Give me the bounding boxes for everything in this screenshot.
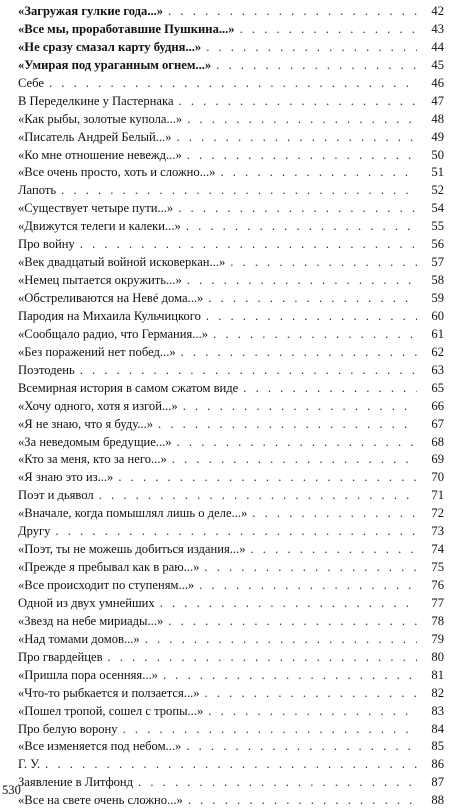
toc-entry-title: «Как рыбы, золотые купола...» — [18, 111, 183, 126]
toc-entry-page: 47 — [431, 93, 444, 108]
dot-leader — [252, 505, 417, 523]
toc-entry — [18, 523, 448, 541]
dot-leader — [251, 541, 418, 559]
toc-entry-title: «Я не знаю, что я буду...» — [18, 416, 154, 431]
toc-entry — [18, 147, 448, 165]
toc-entry-page: 57 — [431, 255, 444, 270]
toc-entry-page: 68 — [431, 434, 444, 449]
toc-entry-title: «Над томами домов...» — [18, 631, 140, 646]
toc-entry-title: «Существует четыре пути...» — [18, 201, 174, 216]
toc-entry-page: 78 — [431, 613, 444, 628]
toc-entry-page: 50 — [431, 147, 444, 162]
toc-entry — [18, 487, 448, 505]
dot-leader — [80, 362, 417, 380]
toc-entry — [18, 649, 448, 667]
toc-entry-page: 42 — [431, 4, 444, 18]
toc-entry — [18, 398, 448, 416]
toc-entry — [18, 685, 448, 703]
toc-entry-page: 59 — [431, 291, 444, 305]
dot-leader — [181, 344, 417, 362]
toc-entry-title: Поэт и дьявол — [18, 488, 94, 503]
toc-entry — [18, 57, 448, 75]
toc-entry-title: Себе — [18, 75, 44, 90]
toc-entry-title: «Я знаю это из...» — [18, 470, 114, 485]
toc-entry-title: «Хочу одного, хотя я изгой...» — [18, 398, 178, 413]
dot-leader — [178, 200, 417, 218]
toc-entry-page: 65 — [431, 380, 444, 395]
toc-entry-page: 69 — [431, 452, 444, 467]
toc-entry-page: 81 — [431, 667, 444, 682]
dot-leader — [145, 631, 417, 649]
table-of-contents — [18, 3, 448, 810]
toc-entry-title: «Кто за меня, кто за него...» — [18, 452, 167, 467]
toc-entry-page: 70 — [431, 470, 444, 485]
toc-entry-title: Одной из двух умнейших — [18, 595, 155, 610]
toc-entry-page: 52 — [431, 183, 444, 198]
toc-entry-title: Г. У. — [18, 757, 41, 772]
toc-entry-title: «Вначале, когда помышлял лишь о деле...» — [18, 506, 248, 521]
toc-entry-page: 76 — [431, 578, 444, 592]
toc-entry-page: 63 — [431, 362, 444, 377]
toc-entry-page: 74 — [431, 542, 444, 557]
toc-entry-page: 72 — [431, 506, 444, 521]
dot-leader — [49, 75, 417, 93]
toc-entry-page: 71 — [431, 488, 444, 503]
toc-entry — [18, 272, 448, 290]
toc-entry-title: «Обстреливаются на Невé дома...» — [18, 291, 204, 305]
toc-entry — [18, 93, 448, 111]
toc-entry-title: «Не сразу смазал карту будня...» — [18, 39, 202, 54]
dot-leader — [168, 3, 417, 21]
toc-entry-title: Всемирная история в самом сжатом виде — [18, 380, 239, 395]
page-number: 530 — [2, 783, 21, 797]
dot-leader — [230, 254, 417, 272]
toc-entry — [18, 344, 448, 362]
toc-entry-page: 61 — [431, 326, 444, 341]
dot-leader — [240, 21, 417, 39]
dot-leader — [187, 111, 417, 129]
toc-entry-page: 85 — [431, 739, 444, 754]
dot-leader — [179, 93, 417, 111]
toc-entry-page: 80 — [431, 649, 444, 664]
dot-leader — [204, 559, 417, 577]
toc-entry — [18, 559, 448, 577]
toc-entry — [18, 290, 448, 308]
toc-entry-page: 73 — [431, 524, 444, 539]
dot-leader — [99, 487, 417, 505]
toc-entry-title: «Все мы, проработавшие Пушкина...» — [18, 21, 235, 36]
dot-leader — [118, 469, 417, 487]
toc-entry-title: «Сообщало радио, что Германия...» — [18, 326, 209, 341]
toc-entry — [18, 541, 448, 559]
toc-entry — [18, 326, 448, 344]
toc-entry-page: 51 — [431, 165, 444, 180]
toc-entry-title: «Движутся телеги и калеки...» — [18, 219, 181, 234]
toc-entry-page: 79 — [431, 631, 444, 646]
toc-entry — [18, 416, 448, 434]
toc-entry — [18, 236, 448, 254]
toc-entry — [18, 21, 448, 39]
toc-entry — [18, 721, 448, 739]
dot-leader — [55, 523, 417, 541]
toc-entry-title: «Загружая гулкие года...» — [18, 4, 164, 18]
toc-entry — [18, 182, 448, 200]
toc-entry-title: «Что-то рыбкается и ползается...» — [18, 685, 200, 700]
toc-entry — [18, 200, 448, 218]
toc-entry-title: Поэтодень — [18, 362, 75, 377]
toc-entry — [18, 792, 448, 810]
toc-entry — [18, 254, 448, 272]
toc-entry-page: 49 — [431, 129, 444, 144]
toc-entry-page: 77 — [431, 595, 444, 610]
dot-leader — [163, 667, 417, 685]
toc-entry — [18, 39, 448, 57]
toc-entry-title: «Все изменяется под небом...» — [18, 739, 182, 754]
toc-entry-page: 67 — [431, 416, 444, 431]
toc-entry-title: Про войну — [18, 237, 75, 252]
toc-entry — [18, 469, 448, 487]
toc-entry — [18, 631, 448, 649]
dot-leader — [220, 164, 417, 182]
dot-leader — [206, 39, 417, 57]
toc-entry-title: Лапоть — [18, 183, 57, 198]
toc-entry — [18, 505, 448, 523]
dot-leader — [208, 703, 417, 721]
toc-entry-page: 86 — [431, 757, 444, 772]
toc-entry-page: 75 — [431, 560, 444, 575]
toc-entry-page: 88 — [431, 793, 444, 808]
toc-entry-page: 84 — [431, 721, 444, 736]
toc-entry — [18, 703, 448, 721]
toc-entry-title: «Пришла пора осенняя...» — [18, 667, 158, 682]
toc-entry — [18, 613, 448, 631]
toc-entry-page: 56 — [431, 237, 444, 252]
dot-leader — [213, 326, 417, 344]
dot-leader — [187, 272, 417, 290]
toc-entry-page: 66 — [431, 398, 444, 413]
toc-entry-title: «Прежде я пребывал как в раю...» — [18, 560, 200, 575]
toc-entry-title: «Звезд на небе мириады...» — [18, 613, 164, 628]
toc-entry-page: 45 — [431, 57, 444, 72]
toc-entry-title: «Пошел тропой, сошел с тропы...» — [18, 703, 204, 718]
toc-entry-title: «Поэт, ты не можешь добиться издания...» — [18, 542, 246, 557]
toc-entry-title: Заявление в Литфонд — [18, 775, 134, 790]
toc-entry-title: Другу — [18, 524, 51, 539]
dot-leader — [168, 613, 417, 631]
toc-entry — [18, 308, 448, 326]
toc-entry-title: «Без поражений нет побед...» — [18, 344, 176, 359]
dot-leader — [158, 416, 417, 434]
toc-entry-page: 54 — [431, 201, 444, 216]
toc-entry — [18, 667, 448, 685]
toc-entry — [18, 577, 448, 595]
toc-entry-page: 48 — [431, 111, 444, 126]
toc-entry-page: 43 — [431, 21, 444, 36]
toc-entry-page: 60 — [431, 308, 444, 323]
dot-leader — [186, 218, 417, 236]
toc-entry — [18, 218, 448, 236]
toc-entry-title: «За неведомым бредущие...» — [18, 434, 172, 449]
toc-entry-title: «Ко мне отношение невежд...» — [18, 147, 182, 162]
toc-entry-title: «Немец пытается окружить...» — [18, 273, 182, 288]
dot-leader — [172, 451, 417, 469]
dot-leader — [183, 398, 417, 416]
dot-leader — [160, 595, 417, 613]
toc-entry — [18, 774, 448, 792]
toc-entry-title: В Переделкине у Пастернака — [18, 93, 174, 108]
toc-entry-title: «Писатель Андрей Белый...» — [18, 129, 172, 144]
toc-entry — [18, 164, 448, 182]
dot-leader — [208, 290, 417, 308]
toc-entry-page: 58 — [431, 273, 444, 288]
dot-leader — [138, 774, 417, 792]
dot-leader — [61, 182, 417, 200]
toc-entry-title: «Век двадцатый войной исковеркан...» — [18, 255, 226, 270]
toc-entry-title: Про гвардейцев — [18, 649, 103, 664]
toc-entry — [18, 111, 448, 129]
toc-entry-page: 46 — [431, 75, 444, 90]
toc-entry — [18, 738, 448, 756]
toc-entry — [18, 756, 448, 774]
dot-leader — [205, 685, 417, 703]
dot-leader — [216, 57, 417, 75]
toc-entry-page: 87 — [431, 775, 444, 790]
dot-leader — [177, 434, 417, 452]
toc-entry-page: 44 — [431, 39, 444, 54]
toc-entry — [18, 595, 448, 613]
toc-entry-page: 62 — [431, 344, 444, 359]
dot-leader — [176, 129, 417, 147]
dot-leader — [123, 721, 417, 739]
toc-entry — [18, 362, 448, 380]
toc-entry-title: Про белую ворону — [18, 721, 118, 736]
toc-entry — [18, 75, 448, 93]
toc-entry — [18, 380, 448, 398]
toc-entry — [18, 434, 448, 452]
toc-entry-page: 83 — [431, 703, 444, 718]
toc-entry — [18, 3, 448, 21]
toc-entry-title: «Все очень просто, хоть и сложно...» — [18, 165, 216, 180]
dot-leader — [80, 236, 417, 254]
dot-leader — [243, 380, 417, 398]
toc-entry-title: «Умирая под ураганным огнем...» — [18, 57, 212, 72]
dot-leader — [45, 756, 417, 774]
dot-leader — [187, 147, 417, 165]
dot-leader — [206, 308, 417, 326]
dot-leader — [199, 577, 417, 595]
dot-leader — [188, 792, 417, 810]
toc-entry-title: Пародия на Михаила Кульчицкого — [18, 308, 201, 323]
dot-leader — [186, 738, 417, 756]
toc-entry — [18, 451, 448, 469]
toc-entry-title: «Все на свете очень сложно...» — [18, 793, 183, 808]
toc-entry-page: 55 — [431, 219, 444, 234]
toc-entry — [18, 129, 448, 147]
toc-entry-title: «Все происходит по ступеням...» — [18, 578, 195, 592]
dot-leader — [108, 649, 417, 667]
toc-entry-page: 82 — [431, 685, 444, 700]
